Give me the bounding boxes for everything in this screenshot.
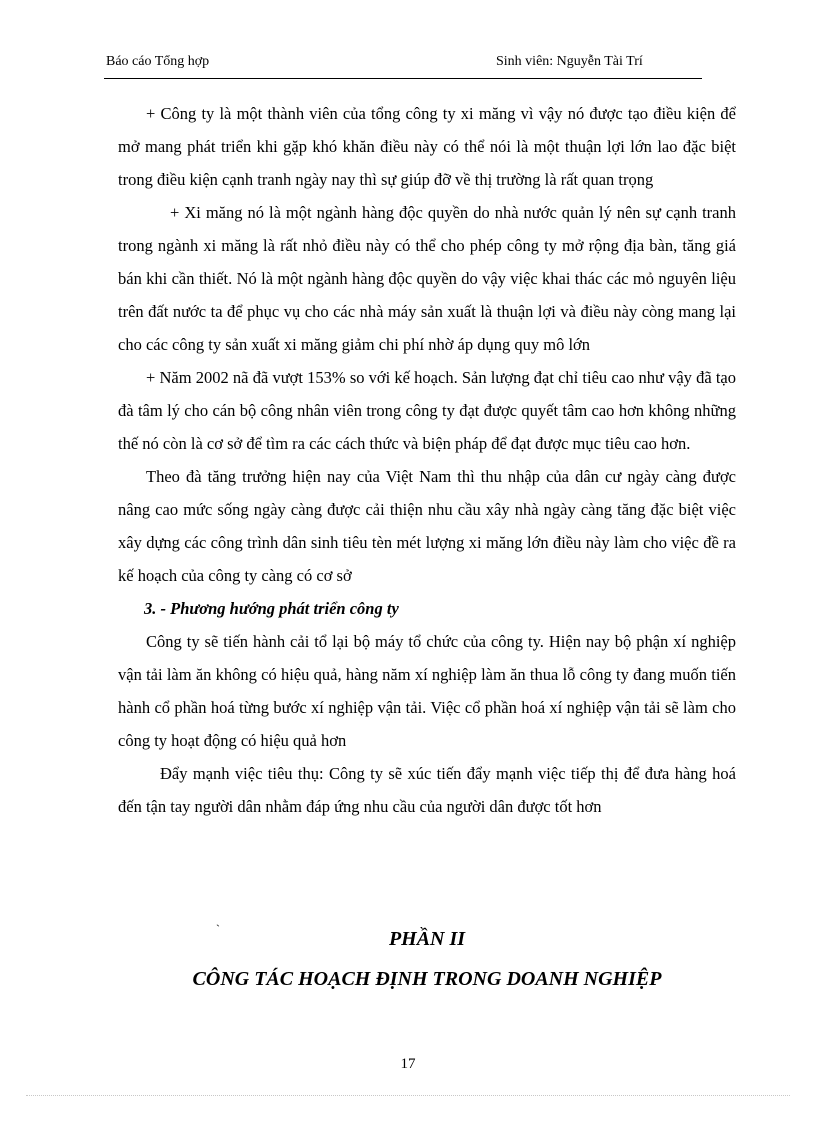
- paragraph-cement-monopoly: + Xi măng nó là một ngành hàng độc quyền do nhà nước quản lý nên sự cạnh tranh trong ngành xi măng là rất nhỏ điều này có thể cho phép công ty mở rộng địa bàn, tăng giá bán khi cần thiết. Nó là một ngành hàng độc quyền do vậy việc khai thác các mỏ nguyên liệu trên đất nước ta để phục vụ cho các nhà máy sản xuất là thuận lợi và điều này còng mang lại cho các công ty sản xuất xi măng giảm chi phí nhờ áp dụng quy mô lớn: [118, 203, 736, 354]
- paragraph-growth: Theo đà tăng trưởng hiện nay của Việt Nam thì thu nhập của dân cư ngày càng được nâng cao mức sống ngày càng được cải thiện nhu cầu xây nhà ngày càng tăng đặc biệt việc xây dựng các công trình dân sinh tiêu tèn mét lượng xi măng lớn điều này làm cho việc đề ra kế hoạch của công ty càng có cơ sở: [118, 467, 736, 585]
- page-header: [104, 54, 702, 79]
- paragraph-year-2002: + Năm 2002 nã đã vượt 153% so với kế hoạch. Sản lượng đạt chỉ tiêu cao như vậy đã tạo đà tâm lý cho cán bộ công nhân viên trong công ty đạt được quyết tâm cao hơn không những thế nó còn là cơ sở để tìm ra các cách thức và biện pháp để đạt được mục tiêu cao hơn.: [118, 368, 736, 453]
- paragraph-company-member: + Công ty là một thành viên của tổng công ty xi măng vì vậy nó được tạo điều kiện để mở mang phát triển khi gặp khó khăn điều này có thể nói là một thuận lợi lớn lao đặc biệt trong điều kiện cạnh tranh ngày nay thì sự giúp đỡ về thị trường là rất quan trọng: [118, 104, 736, 189]
- footer-divider: [26, 1095, 790, 1096]
- part-title: PHẦN II: [388, 928, 466, 950]
- document-body: [118, 97, 736, 823]
- section-heading: 3. - Phương hướng phát triển công ty: [144, 599, 399, 618]
- paragraph-restructure: Công ty sẽ tiến hành cải tổ lại bộ máy tổ chức của công ty. Hiện nay bộ phận xí nghiệp vận tải làm ăn không có hiệu quả, hàng năm xí nghiệp làm ăn thua lỗ công ty đang muốn tiến hành cổ phần hoá từng bước xí nghiệp vận tải. Việc cổ phần hoá xí nghiệp vận tải sẽ làm cho công ty hoạt động có hiệu quả hơn: [118, 632, 736, 750]
- paragraph-promote-sales: Đẩy mạnh việc tiêu thụ: Công ty sẽ xúc tiến đẩy mạnh việc tiếp thị để đưa hàng hoá đến tận tay người dân nhằm đáp ứng nhu cầu của người dân được tốt hơn: [118, 764, 736, 816]
- stray-mark: `: [216, 922, 220, 936]
- header-student-name: Sinh viên: Nguyễn Tài Trí: [496, 54, 643, 69]
- page-number: 17: [400, 1056, 416, 1072]
- header-report-title: Báo cáo Tổng hợp: [106, 54, 210, 69]
- part-subtitle: CÔNG TÁC HOẠCH ĐỊNH TRONG DOANH NGHIỆP: [192, 968, 662, 990]
